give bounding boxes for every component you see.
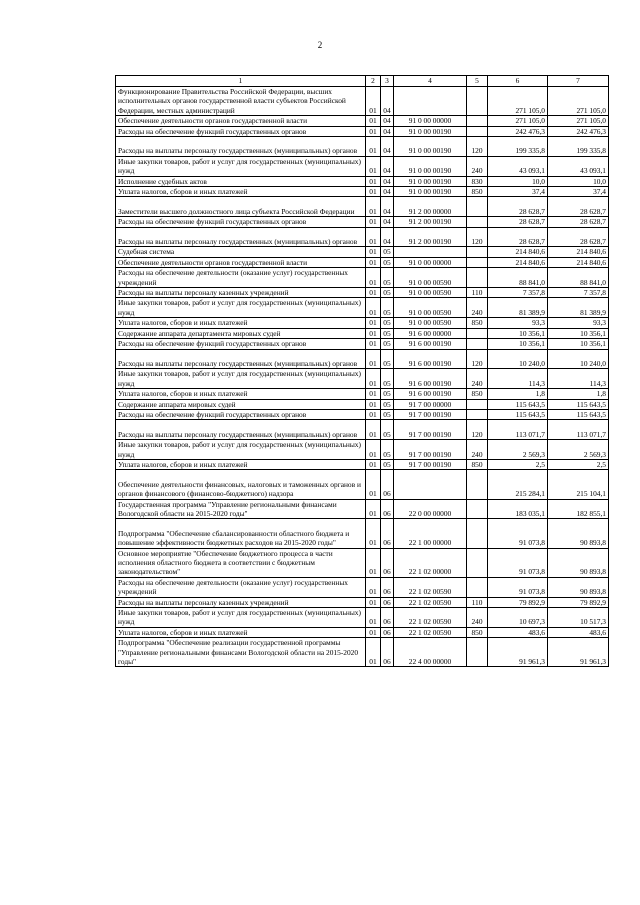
table-row: [116, 420, 609, 440]
amount-cell: 199 335,8: [488, 137, 548, 157]
expense-type-code-cell: 830: [467, 176, 488, 186]
amount-cell: 271 105,0: [548, 87, 609, 116]
amount-cell: 93,3: [488, 318, 548, 328]
amount-cell: 93,3: [548, 318, 609, 328]
expense-type-code-cell: [467, 126, 488, 136]
amount-cell: 81 389,9: [488, 298, 548, 318]
table-row: [116, 638, 609, 667]
row-name-cell: Уплата налогов, сборов и иных платежей: [116, 627, 366, 637]
section-code-cell: 01: [366, 156, 381, 176]
amount-cell: 91 073,8: [488, 519, 548, 548]
section-code-cell: 01: [366, 197, 381, 217]
expense-type-code-cell: 240: [467, 607, 488, 627]
row-name-cell: Содержание аппарата департамента мировых судей: [116, 328, 366, 338]
amount-cell: 183 035,1: [488, 499, 548, 519]
target-item-code-cell: [394, 87, 467, 116]
amount-cell: 10 240,0: [548, 349, 609, 369]
subsection-code-cell: 05: [381, 268, 394, 288]
amount-cell: 10 240,0: [488, 349, 548, 369]
amount-cell: 28 628,7: [488, 217, 548, 227]
subsection-code-cell: 06: [381, 607, 394, 627]
table-row: [116, 409, 609, 419]
target-item-code-cell: 91 6 00 00190: [394, 389, 467, 399]
row-name-cell: Расходы на выплаты персоналу казенных учреждений: [116, 597, 366, 607]
amount-cell: 2,5: [488, 459, 548, 469]
section-code-cell: 01: [366, 499, 381, 519]
amount-cell: 10,0: [488, 176, 548, 186]
target-item-code-cell: 91 7 00 00190: [394, 440, 467, 460]
section-code-cell: 01: [366, 318, 381, 328]
section-code-cell: 01: [366, 328, 381, 338]
amount-cell: 79 892,9: [548, 597, 609, 607]
target-item-code-cell: 91 6 00 00000: [394, 328, 467, 338]
expense-type-code-cell: 120: [467, 227, 488, 247]
target-item-code-cell: 22 4 00 00000: [394, 638, 467, 667]
header-cell: 5: [467, 76, 488, 87]
amount-cell: 43 093,1: [488, 156, 548, 176]
row-name-cell: Уплата налогов, сборов и иных платежей: [116, 187, 366, 197]
amount-cell: 113 071,7: [488, 420, 548, 440]
section-code-cell: 01: [366, 548, 381, 577]
target-item-code-cell: 91 7 00 00190: [394, 409, 467, 419]
target-item-code-cell: 91 7 00 00190: [394, 420, 467, 440]
header-cell: 4: [394, 76, 467, 87]
row-name-cell: Функционирование Правительства Российской Федерации, высших исполнительных органов государственной власти субъектов Российской Федерации, местных администраций: [116, 87, 366, 116]
amount-cell: 483,6: [488, 627, 548, 637]
table-row: [116, 187, 609, 197]
target-item-code-cell: 22 1 02 00590: [394, 577, 467, 597]
target-item-code-cell: 22 1 02 00590: [394, 607, 467, 627]
amount-cell: 2 569,3: [488, 440, 548, 460]
expense-type-code-cell: [467, 499, 488, 519]
table-row: [116, 328, 609, 338]
target-item-code-cell: [394, 247, 467, 257]
amount-cell: 114,3: [548, 369, 609, 389]
row-name-cell: Исполнение судебных актов: [116, 176, 366, 186]
expense-type-code-cell: [467, 268, 488, 288]
section-code-cell: 01: [366, 137, 381, 157]
expense-type-code-cell: 110: [467, 597, 488, 607]
amount-cell: 90 893,8: [548, 548, 609, 577]
row-name-cell: Заместители высшего должностного лица субъекта Российской Федерации: [116, 197, 366, 217]
row-name-cell: Расходы на выплаты персоналу государственных (муниципальных) органов: [116, 137, 366, 157]
amount-cell: 115 643,5: [548, 399, 609, 409]
section-code-cell: 01: [366, 399, 381, 409]
section-code-cell: 01: [366, 577, 381, 597]
expense-type-code-cell: 240: [467, 298, 488, 318]
page-number: 2: [317, 40, 323, 50]
amount-cell: 10 356,1: [488, 328, 548, 338]
subsection-code-cell: 05: [381, 369, 394, 389]
expense-type-code-cell: 240: [467, 440, 488, 460]
subsection-code-cell: 04: [381, 187, 394, 197]
subsection-code-cell: 05: [381, 459, 394, 469]
section-code-cell: 01: [366, 288, 381, 298]
amount-cell: 214 840,6: [488, 247, 548, 257]
expense-type-code-cell: [467, 328, 488, 338]
amount-cell: 37,4: [548, 187, 609, 197]
amount-cell: 10,0: [548, 176, 609, 186]
header-cell: 1: [116, 76, 366, 87]
row-name-cell: Государственная программа "Управление региональными финансами Вологодской области на 2015-2020 годы": [116, 499, 366, 519]
subsection-code-cell: 06: [381, 548, 394, 577]
row-name-cell: Обеспечение деятельности органов государственной власти: [116, 257, 366, 267]
section-code-cell: 01: [366, 247, 381, 257]
section-code-cell: 01: [366, 176, 381, 186]
expense-type-code-cell: 850: [467, 459, 488, 469]
amount-cell: 214 840,6: [488, 257, 548, 267]
section-code-cell: 01: [366, 389, 381, 399]
amount-cell: 28 628,7: [548, 217, 609, 227]
expense-type-code-cell: 120: [467, 349, 488, 369]
table-row: [116, 247, 609, 257]
section-code-cell: 01: [366, 607, 381, 627]
section-code-cell: 01: [366, 217, 381, 227]
amount-cell: 214 840,6: [548, 257, 609, 267]
budget-table: [115, 75, 609, 667]
amount-cell: 10 356,1: [548, 339, 609, 349]
expense-type-code-cell: 120: [467, 137, 488, 157]
section-code-cell: 01: [366, 126, 381, 136]
expense-type-code-cell: [467, 638, 488, 667]
row-name-cell: Расходы на выплаты персоналу государственных (муниципальных) органов: [116, 420, 366, 440]
subsection-code-cell: 05: [381, 420, 394, 440]
section-code-cell: 01: [366, 519, 381, 548]
section-code-cell: 01: [366, 227, 381, 247]
table-row: [116, 318, 609, 328]
amount-cell: 115 643,5: [548, 409, 609, 419]
header-cell: 6: [488, 76, 548, 87]
amount-cell: 215 284,1: [488, 470, 548, 499]
subsection-code-cell: 06: [381, 597, 394, 607]
target-item-code-cell: 91 2 00 00190: [394, 217, 467, 227]
table-row: [116, 369, 609, 389]
row-name-cell: Расходы на выплаты персоналу государственных (муниципальных) органов: [116, 349, 366, 369]
subsection-code-cell: 06: [381, 470, 394, 499]
target-item-code-cell: 91 0 00 00190: [394, 126, 467, 136]
target-item-code-cell: 91 0 00 00190: [394, 176, 467, 186]
expense-type-code-cell: 850: [467, 187, 488, 197]
amount-cell: 199 335,8: [548, 137, 609, 157]
section-code-cell: 01: [366, 339, 381, 349]
row-name-cell: Обеспечение деятельности органов государственной власти: [116, 116, 366, 126]
subsection-code-cell: 04: [381, 126, 394, 136]
row-name-cell: Расходы на обеспечение деятельности (оказание услуг) государственных учреждений: [116, 577, 366, 597]
amount-cell: 113 071,7: [548, 420, 609, 440]
expense-type-code-cell: [467, 470, 488, 499]
amount-cell: 28 628,7: [548, 227, 609, 247]
amount-cell: 271 105,0: [548, 116, 609, 126]
row-name-cell: Судебная система: [116, 247, 366, 257]
amount-cell: 10 697,3: [488, 607, 548, 627]
table-row: [116, 627, 609, 637]
section-code-cell: 01: [366, 87, 381, 116]
row-name-cell: Уплата налогов, сборов и иных платежей: [116, 389, 366, 399]
table-row: [116, 470, 609, 499]
amount-cell: 90 893,8: [548, 519, 609, 548]
subsection-code-cell: 05: [381, 247, 394, 257]
amount-cell: 2 569,3: [548, 440, 609, 460]
row-name-cell: Расходы на обеспечение деятельности (оказание услуг) государственных учреждений: [116, 268, 366, 288]
amount-cell: 37,4: [488, 187, 548, 197]
target-item-code-cell: 91 2 00 00190: [394, 227, 467, 247]
target-item-code-cell: 91 0 00 00000: [394, 257, 467, 267]
amount-cell: 28 628,7: [488, 227, 548, 247]
header-cell: 7: [548, 76, 609, 87]
section-code-cell: 01: [366, 116, 381, 126]
target-item-code-cell: 22 1 00 00000: [394, 519, 467, 548]
table-row: [116, 116, 609, 126]
expense-type-code-cell: [467, 197, 488, 217]
table-row: [116, 389, 609, 399]
table-row: [116, 156, 609, 176]
amount-cell: 10 517,3: [548, 607, 609, 627]
subsection-code-cell: 06: [381, 638, 394, 667]
table-row: [116, 197, 609, 217]
target-item-code-cell: 22 1 02 00590: [394, 597, 467, 607]
expense-type-code-cell: 850: [467, 627, 488, 637]
expense-type-code-cell: 240: [467, 156, 488, 176]
target-item-code-cell: 91 0 00 00190: [394, 137, 467, 157]
section-code-cell: 01: [366, 597, 381, 607]
subsection-code-cell: 05: [381, 389, 394, 399]
amount-cell: 215 104,1: [548, 470, 609, 499]
subsection-code-cell: 05: [381, 349, 394, 369]
target-item-code-cell: 91 7 00 00190: [394, 459, 467, 469]
expense-type-code-cell: [467, 217, 488, 227]
subsection-code-cell: 05: [381, 328, 394, 338]
table-row: [116, 607, 609, 627]
table-row: [116, 217, 609, 227]
target-item-code-cell: 91 0 00 00590: [394, 318, 467, 328]
target-item-code-cell: 22 1 02 00000: [394, 548, 467, 577]
expense-type-code-cell: 850: [467, 318, 488, 328]
expense-type-code-cell: 120: [467, 420, 488, 440]
subsection-code-cell: 05: [381, 399, 394, 409]
amount-cell: 114,3: [488, 369, 548, 389]
amount-cell: 271 105,0: [488, 87, 548, 116]
section-code-cell: 01: [366, 369, 381, 389]
row-name-cell: Основное мероприятие "Обеспечение бюджетного процесса в части исполнения областного бюджета в соответствии с бюджетным законодательством": [116, 548, 366, 577]
subsection-code-cell: 05: [381, 440, 394, 460]
section-code-cell: 01: [366, 459, 381, 469]
subsection-code-cell: 05: [381, 257, 394, 267]
row-name-cell: Иные закупки товаров, работ и услуг для государственных (муниципальных) нужд: [116, 607, 366, 627]
header-cell: 3: [381, 76, 394, 87]
amount-cell: 28 628,7: [548, 197, 609, 217]
subsection-code-cell: 06: [381, 577, 394, 597]
table-row: [116, 137, 609, 157]
expense-type-code-cell: [467, 257, 488, 267]
subsection-code-cell: 05: [381, 409, 394, 419]
amount-cell: 115 643,5: [488, 399, 548, 409]
section-code-cell: 01: [366, 638, 381, 667]
table-row: [116, 298, 609, 318]
subsection-code-cell: 05: [381, 288, 394, 298]
section-code-cell: 01: [366, 409, 381, 419]
target-item-code-cell: 91 0 00 00590: [394, 288, 467, 298]
target-item-code-cell: 91 0 00 00190: [394, 187, 467, 197]
subsection-code-cell: 04: [381, 176, 394, 186]
subsection-code-cell: 04: [381, 137, 394, 157]
section-code-cell: 01: [366, 420, 381, 440]
amount-cell: 242 476,3: [488, 126, 548, 136]
expense-type-code-cell: [467, 247, 488, 257]
target-item-code-cell: 91 0 00 00590: [394, 268, 467, 288]
amount-cell: 91 073,8: [488, 548, 548, 577]
table-row: [116, 126, 609, 136]
amount-cell: 214 840,6: [548, 247, 609, 257]
table-row: [116, 597, 609, 607]
amount-cell: 271 105,0: [488, 116, 548, 126]
amount-cell: 115 643,5: [488, 409, 548, 419]
amount-cell: 88 841,0: [488, 268, 548, 288]
subsection-code-cell: 05: [381, 339, 394, 349]
amount-cell: 7 357,8: [548, 288, 609, 298]
row-name-cell: Расходы на обеспечение функций государственных органов: [116, 409, 366, 419]
table-row: [116, 499, 609, 519]
expense-type-code-cell: [467, 116, 488, 126]
amount-cell: 28 628,7: [488, 197, 548, 217]
expense-type-code-cell: 240: [467, 369, 488, 389]
subsection-code-cell: 04: [381, 116, 394, 126]
table-row: [116, 339, 609, 349]
amount-cell: 242 476,3: [548, 126, 609, 136]
section-code-cell: 01: [366, 187, 381, 197]
subsection-code-cell: 05: [381, 298, 394, 318]
expense-type-code-cell: [467, 577, 488, 597]
amount-cell: 1,8: [488, 389, 548, 399]
amount-cell: 182 855,1: [548, 499, 609, 519]
subsection-code-cell: 06: [381, 499, 394, 519]
expense-type-code-cell: 110: [467, 288, 488, 298]
expense-type-code-cell: [467, 409, 488, 419]
table-row: [116, 87, 609, 116]
subsection-code-cell: 05: [381, 318, 394, 328]
amount-cell: 43 093,1: [548, 156, 609, 176]
amount-cell: 1,8: [548, 389, 609, 399]
section-code-cell: 01: [366, 349, 381, 369]
table-row: [116, 288, 609, 298]
row-name-cell: Уплата налогов, сборов и иных платежей: [116, 318, 366, 328]
row-name-cell: Иные закупки товаров, работ и услуг для государственных (муниципальных) нужд: [116, 369, 366, 389]
section-code-cell: 01: [366, 440, 381, 460]
section-code-cell: 01: [366, 470, 381, 499]
row-name-cell: Иные закупки товаров, работ и услуг для государственных (муниципальных) нужд: [116, 156, 366, 176]
section-code-cell: 01: [366, 268, 381, 288]
table-row: [116, 459, 609, 469]
row-name-cell: Подпрограмма "Обеспечение реализации государственной программы "Управление региональными финансами Вологодской области на 2015-2020 годы": [116, 638, 366, 667]
table-header-row: [116, 76, 609, 87]
row-name-cell: Расходы на выплаты персоналу казенных учреждений: [116, 288, 366, 298]
row-name-cell: Уплата налогов, сборов и иных платежей: [116, 459, 366, 469]
target-item-code-cell: 91 6 00 00190: [394, 339, 467, 349]
expense-type-code-cell: [467, 339, 488, 349]
target-item-code-cell: 91 0 00 00590: [394, 298, 467, 318]
amount-cell: 91 961,3: [488, 638, 548, 667]
target-item-code-cell: 91 7 00 00000: [394, 399, 467, 409]
subsection-code-cell: 06: [381, 519, 394, 548]
section-code-cell: 01: [366, 257, 381, 267]
amount-cell: 88 841,0: [548, 268, 609, 288]
subsection-code-cell: 04: [381, 227, 394, 247]
subsection-code-cell: 04: [381, 87, 394, 116]
amount-cell: 90 893,8: [548, 577, 609, 597]
row-name-cell: Подпрограмма "Обеспечение сбалансированности областного бюджета и повышение эффективности бюджетных расходов на 2015-2020 годы": [116, 519, 366, 548]
section-code-cell: 01: [366, 627, 381, 637]
table-row: [116, 440, 609, 460]
row-name-cell: Расходы на обеспечение функций государственных органов: [116, 126, 366, 136]
amount-cell: 79 892,9: [488, 597, 548, 607]
target-item-code-cell: 91 2 00 00000: [394, 197, 467, 217]
subsection-code-cell: 04: [381, 156, 394, 176]
row-name-cell: Расходы на выплаты персоналу государственных (муниципальных) органов: [116, 227, 366, 247]
amount-cell: 81 389,9: [548, 298, 609, 318]
expense-type-code-cell: [467, 399, 488, 409]
subsection-code-cell: 04: [381, 217, 394, 227]
subsection-code-cell: 06: [381, 627, 394, 637]
target-item-code-cell: 91 6 00 00190: [394, 369, 467, 389]
row-name-cell: Иные закупки товаров, работ и услуг для государственных (муниципальных) нужд: [116, 298, 366, 318]
table-row: [116, 548, 609, 577]
table-row: [116, 176, 609, 186]
target-item-code-cell: 91 0 00 00000: [394, 116, 467, 126]
expense-type-code-cell: [467, 548, 488, 577]
amount-cell: 10 356,1: [548, 328, 609, 338]
expense-type-code-cell: [467, 87, 488, 116]
subsection-code-cell: 04: [381, 197, 394, 217]
section-code-cell: 01: [366, 298, 381, 318]
amount-cell: 91 961,3: [548, 638, 609, 667]
amount-cell: 2,5: [548, 459, 609, 469]
target-item-code-cell: 91 6 00 00190: [394, 349, 467, 369]
amount-cell: 91 073,8: [488, 577, 548, 597]
row-name-cell: Расходы на обеспечение функций государственных органов: [116, 217, 366, 227]
row-name-cell: Содержание аппарата мировых судей: [116, 399, 366, 409]
header-cell: 2: [366, 76, 381, 87]
table-row: [116, 257, 609, 267]
expense-type-code-cell: [467, 519, 488, 548]
table-row: [116, 268, 609, 288]
target-item-code-cell: 91 0 00 00190: [394, 156, 467, 176]
target-item-code-cell: [394, 470, 467, 499]
table-row: [116, 399, 609, 409]
target-item-code-cell: 22 1 02 00590: [394, 627, 467, 637]
row-name-cell: Расходы на обеспечение функций государственных органов: [116, 339, 366, 349]
row-name-cell: Иные закупки товаров, работ и услуг для государственных (муниципальных) нужд: [116, 440, 366, 460]
table-row: [116, 577, 609, 597]
table-row: [116, 349, 609, 369]
table-row: [116, 519, 609, 548]
amount-cell: 10 356,1: [488, 339, 548, 349]
table-row: [116, 227, 609, 247]
expense-type-code-cell: 850: [467, 389, 488, 399]
target-item-code-cell: 22 0 00 00000: [394, 499, 467, 519]
amount-cell: 7 357,8: [488, 288, 548, 298]
row-name-cell: Обеспечение деятельности финансовых, налоговых и таможенных органов и органов финансового (финансово-бюджетного) надзора: [116, 470, 366, 499]
amount-cell: 483,6: [548, 627, 609, 637]
